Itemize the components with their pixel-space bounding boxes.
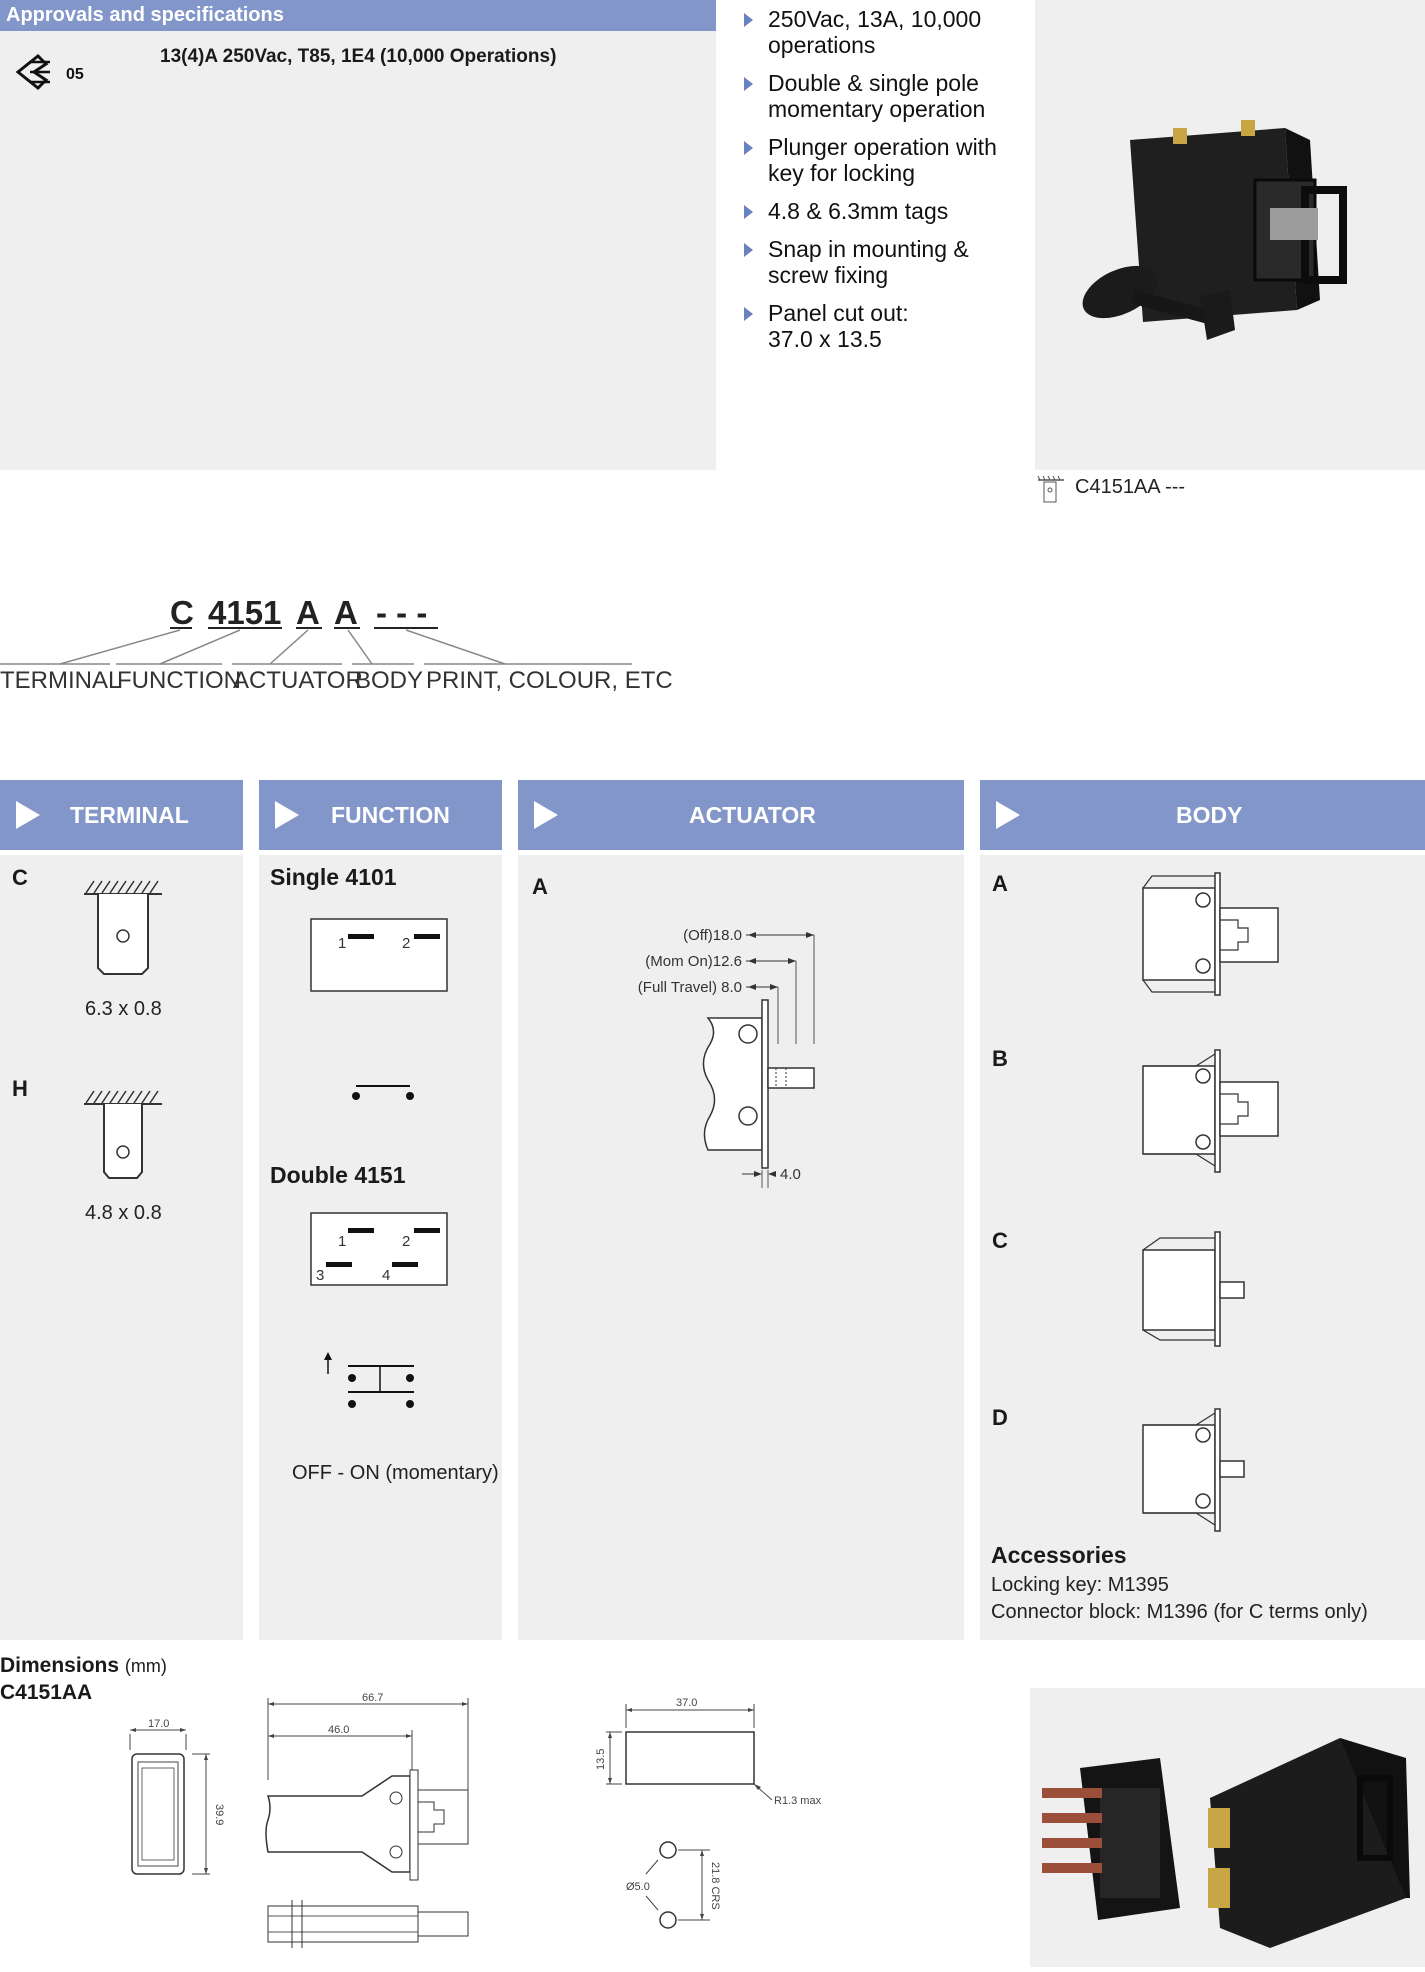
terminal-tag-h-drawing	[80, 1088, 166, 1189]
dimensions-part: C4151AA	[0, 1681, 93, 1704]
body-option-letter: B	[992, 1046, 1008, 1071]
body-d-drawing	[1140, 1405, 1280, 1540]
actuator-option-letter: A	[532, 874, 548, 899]
dim-body-length: 46.0	[328, 1724, 350, 1736]
svg-text:1: 1	[338, 935, 347, 952]
approval-rating: 13(4)A 250Vac, T85, 1E4 (10,000 Operations)	[160, 46, 557, 67]
approval-mark: 05	[66, 66, 84, 83]
feature-item: Double & single pole momentary operation	[746, 70, 985, 122]
function-header: FUNCTION	[259, 780, 502, 850]
body-option-letter: C	[992, 1228, 1008, 1253]
svg-text:2: 2	[402, 1233, 411, 1250]
double-switch-symbol	[320, 1352, 420, 1419]
single-pole-schematic	[310, 918, 450, 999]
svg-text:4: 4	[382, 1267, 391, 1284]
dim-cutout-height: 13.5	[595, 1748, 607, 1770]
label-print: PRINT, COLOUR, ETC	[426, 667, 673, 694]
side-view-drawing	[262, 1690, 482, 1965]
approvals-header: Approvals and specifications	[0, 0, 716, 31]
play-arrow-icon	[996, 801, 1020, 829]
product-code: C4151AA ---	[1075, 476, 1186, 498]
actuator-header: ACTUATOR	[518, 780, 964, 850]
function-single: Single 4101	[270, 864, 397, 890]
play-arrow-icon	[534, 801, 558, 829]
operation-mode: OFF - ON (momentary)	[292, 1462, 499, 1484]
play-arrow-icon	[16, 801, 40, 829]
feature-item: 4.8 & 6.3mm tags	[746, 198, 948, 224]
panel-cutout-drawing	[588, 1692, 838, 1947]
single-switch-symbol	[348, 1082, 418, 1107]
label-terminal: TERMINAL	[0, 667, 122, 694]
code-function: 4151	[208, 594, 282, 631]
enec-approval-logo	[16, 50, 96, 99]
function-double: Double 4151	[270, 1162, 406, 1188]
accessory-connector: Connector block: M1396 (for C terms only)	[991, 1601, 1368, 1623]
dim-corner-radius: R1.3 max	[774, 1795, 822, 1807]
terminal-option-letter: H	[12, 1076, 28, 1101]
ordering-code-diagram	[0, 590, 673, 705]
terminal-size: 4.8 x 0.8	[85, 1202, 162, 1224]
feature-item: Panel cut out: 37.0 x 13.5	[746, 300, 909, 352]
body-header: BODY	[980, 780, 1425, 850]
svg-text:1: 1	[338, 1233, 347, 1250]
terminal-header: TERMINAL	[0, 780, 243, 850]
body-b-drawing	[1140, 1046, 1280, 1181]
label-function: FUNCTION	[117, 667, 241, 694]
svg-text:2: 2	[402, 935, 411, 952]
terminal-tag-c-drawing	[80, 878, 166, 985]
actuator-drawing	[620, 920, 840, 1195]
terminal-option-letter: C	[12, 865, 28, 890]
terminal-size: 6.3 x 0.8	[85, 998, 162, 1020]
approvals-panel	[0, 0, 716, 470]
double-pole-schematic	[310, 1212, 450, 1293]
dimensions-title: Dimensions (mm)	[0, 1654, 167, 1677]
dim-overall: 66.7	[362, 1692, 384, 1704]
code-body: A	[334, 594, 358, 631]
product-code-icon	[1036, 476, 1066, 515]
label-body: BODY	[355, 667, 424, 694]
dim-full-travel: (Full Travel) 8.0	[637, 979, 742, 996]
body-option-letter: A	[992, 871, 1008, 896]
product-photo	[1035, 0, 1425, 470]
feature-item: Snap in mounting & screw fixing	[746, 236, 969, 288]
front-view-drawing	[120, 1720, 230, 1890]
dim-hole-diameter: Ø5.0	[626, 1881, 650, 1893]
accessory-locking-key: Locking key: M1395	[991, 1574, 1169, 1596]
code-print: - - -	[376, 594, 428, 631]
feature-item: 250Vac, 13A, 10,000 operations	[746, 6, 981, 58]
dim-hole-centres: 21.8 CRS	[709, 1862, 721, 1910]
dim-plate: 4.0	[780, 1166, 801, 1183]
dim-width: 17.0	[148, 1718, 170, 1730]
dim-off: (Off)18.0	[683, 927, 742, 944]
code-actuator: A	[296, 594, 320, 631]
accessories-title: Accessories	[991, 1542, 1127, 1568]
product-photo-bottom	[1030, 1688, 1425, 1967]
feature-item: Plunger operation with key for locking	[746, 134, 997, 186]
svg-text:3: 3	[316, 1267, 325, 1284]
label-actuator: ACTUATOR	[233, 667, 363, 694]
body-a-drawing	[1140, 870, 1280, 1005]
code-terminal: C	[170, 594, 194, 631]
play-arrow-icon	[275, 801, 299, 829]
body-c-drawing	[1140, 1228, 1280, 1353]
body-option-letter: D	[992, 1405, 1008, 1430]
dim-height: 39.9	[213, 1804, 225, 1826]
dim-mom-on: (Mom On)12.6	[645, 953, 742, 970]
dim-cutout-width: 37.0	[676, 1697, 698, 1709]
